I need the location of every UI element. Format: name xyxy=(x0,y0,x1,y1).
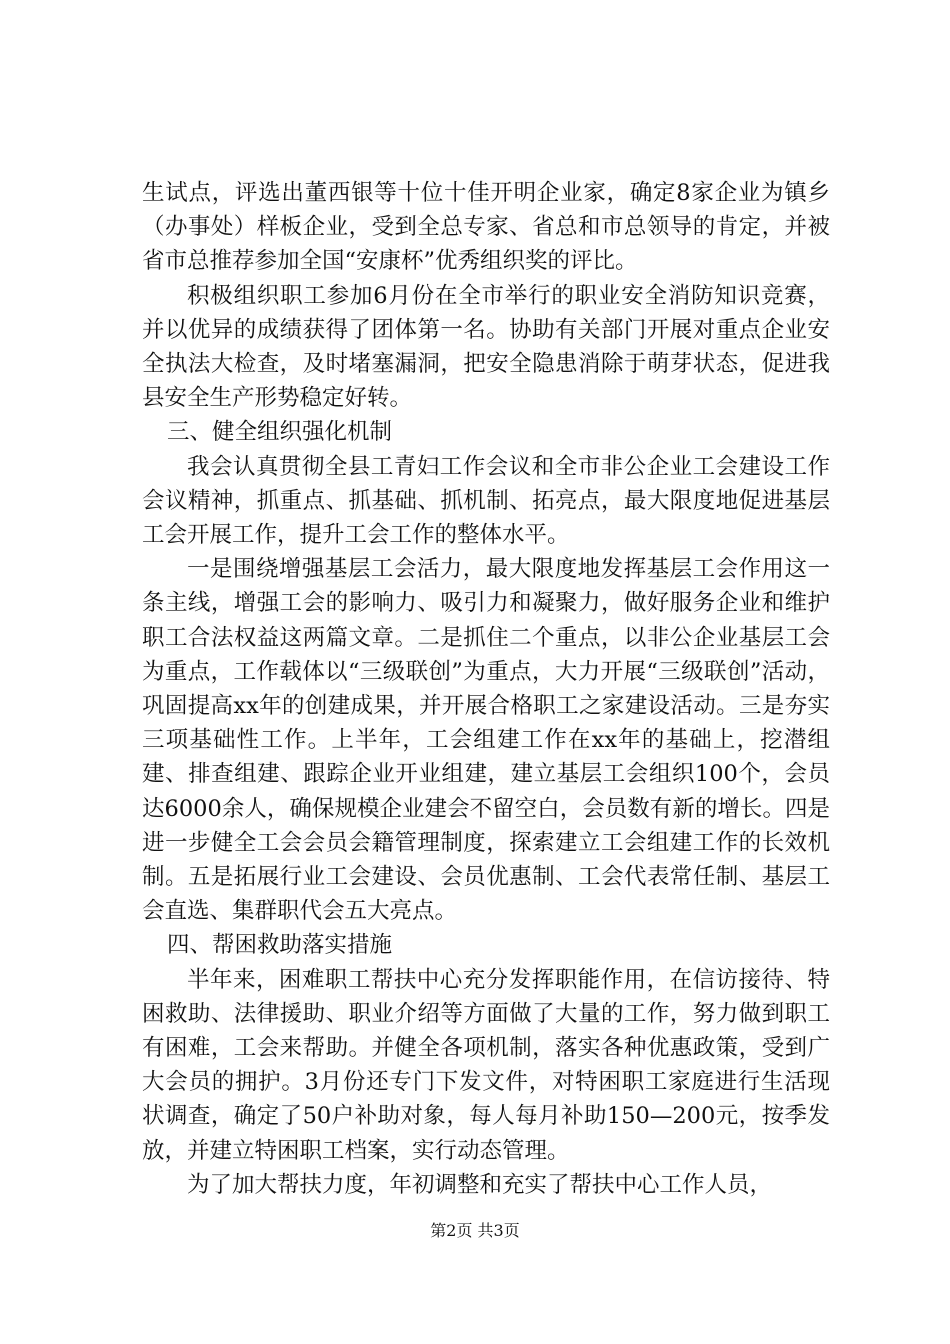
section-heading-3: 三、健全组织强化机制 xyxy=(167,419,393,446)
paragraph-6: 为了加大帮扶力度，年初调整和充实了帮扶中心工作人员， xyxy=(187,1171,773,1198)
paragraph-1: 生试点，评选出董西银等十位十佳开明企业家，确定8家企业为镇乡（办事处）样板企业，受到全总专家、省总和市总领导的肯定，并被省市总推荐参加全国“安康杯”优秀组织奖的评比。 xyxy=(142,180,830,275)
paragraph-4: 一是围绕增强基层工会活力，最大限度地发挥基层工会作用这一条主线，增强工会的影响力、吸引力和凝聚力，做好服务企业和维护职工合法权益这两篇文章。二是抓住二个重点，以非公企业基层工会为重点，工作载体以“三级联创”为重点，大力开展“三级联创”活动，巩固提高xx年的创建成果，并开展合格职工之家建设活动。三是夯实三项基础性工作。上半年，工会组建工作在xx年的基础上，挖潜组建、排查组建、跟踪企业开业组建，建立基层工会组织100个，会员达6000余人，确保规模企业建会不留空白，会员数有新的增长。四是进一步健全工会会员会籍管理制度，探索建立工会组建工作的长效机制。五是拓展行业工会建设、会员优惠制、工会代表常任制、基层工会直选、集群职代会五大亮点。 xyxy=(142,556,830,925)
page-footer: 第2页 共3页 xyxy=(430,1221,520,1240)
paragraph-3: 我会认真贯彻全县工青妇工作会议和全市非公企业工会建设工作会议精神，抓重点、抓基础、抓机制、拓亮点，最大限度地促进基层工会开展工作，提升工会工作的整体水平。 xyxy=(142,453,830,549)
paragraph-2: 积极组织职工参加6月份在全市举行的职业安全消防知识竞赛，并以优异的成绩获得了团体第一名。协助有关部门开展对重点企业安全执法大检查，及时堵塞漏洞，把安全隐患消除于萌芽状态，促进我县安全生产形势稳定好转。 xyxy=(142,282,830,412)
section-heading-4: 四、帮困救助落实措施 xyxy=(167,932,393,959)
document-body xyxy=(142,176,830,1202)
paragraph-5: 半年来，困难职工帮扶中心充分发挥职能作用，在信访接待、特困救助、法律援助、职业介绍等方面做了大量的工作，努力做到职工有困难，工会来帮助。并健全各项机制，落实各种优惠政策，受到广大会员的拥护。3月份还专门下发文件，对特困职工家庭进行生活现状调查，确定了50户补助对象，每人每月补助150—200元，按季发放，并建立特困职工档案，实行动态管理。 xyxy=(142,966,830,1164)
